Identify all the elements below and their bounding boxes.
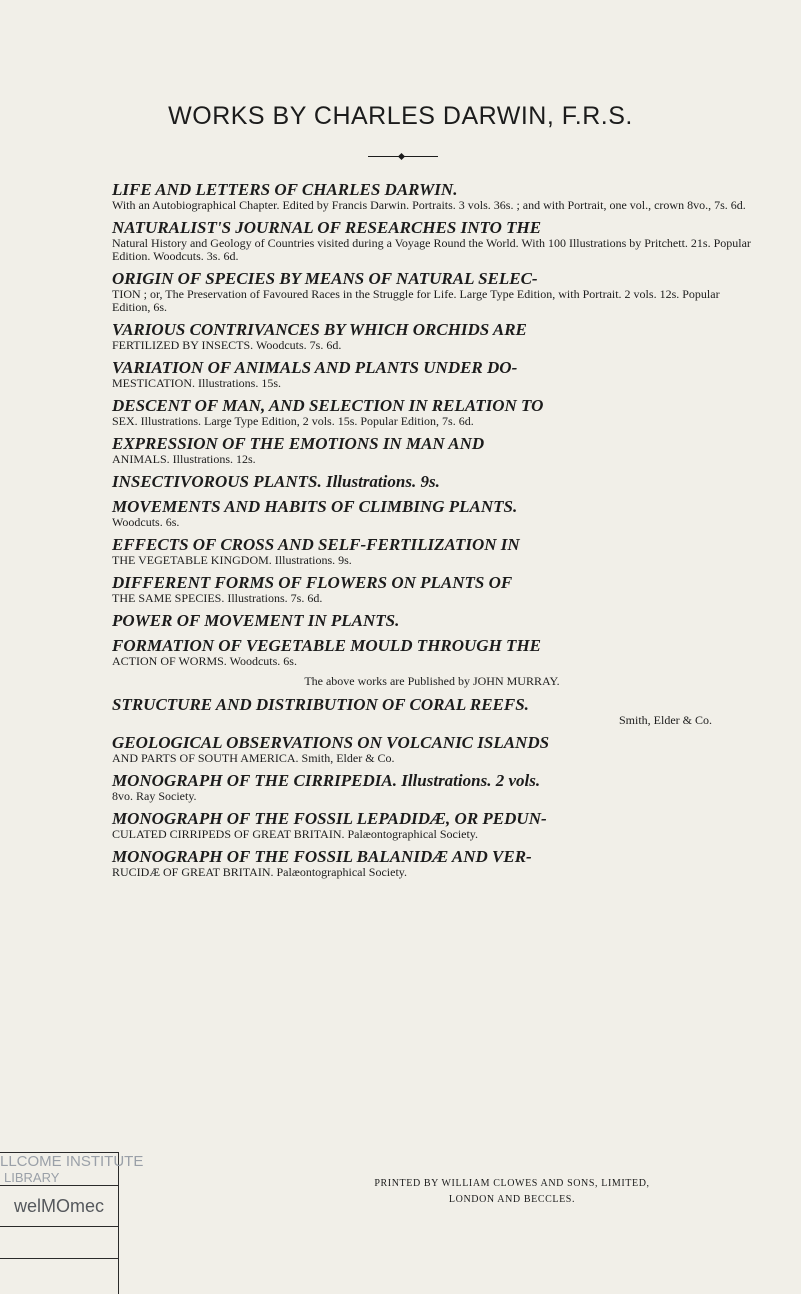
- work-details: TION ; or, The Preservation of Favoured Races in the Struggle for Life. Large Type Edition, with Portrait. 2 vols. 12s. Popular Edition, 6s.: [112, 287, 720, 314]
- work-title: STRUCTURE AND DISTRIBUTION OF CORAL REEFS.: [112, 695, 529, 714]
- list-item: [112, 180, 752, 212]
- work-title: INSECTIVOROUS PLANTS. Illustrations. 9s.: [112, 472, 440, 491]
- work-title: POWER OF MOVEMENT IN PLANTS.: [112, 611, 400, 630]
- stamp-border: [0, 1226, 118, 1227]
- printer-imprint: [302, 1176, 722, 1208]
- list-item: [112, 434, 752, 466]
- work-title: MONOGRAPH OF THE CIRRIPEDIA. Illustrations. 2 vols.: [112, 771, 541, 790]
- list-item: [112, 809, 752, 841]
- stamp-code: welMOmec: [14, 1196, 105, 1216]
- work-title: DESCENT OF MAN, AND SELECTION IN RELATION TO: [112, 396, 544, 415]
- list-item: [112, 636, 752, 668]
- work-title: GEOLOGICAL OBSERVATIONS ON VOLCANIC ISLANDS: [112, 733, 550, 752]
- stamp-border: [118, 1152, 119, 1294]
- work-title: MOVEMENTS AND HABITS OF CLIMBING PLANTS.: [112, 497, 518, 516]
- work-details: CULATED CIRRIPEDS OF GREAT BRITAIN. Palæontographical Society.: [112, 827, 479, 841]
- work-title: DIFFERENT FORMS OF FLOWERS ON PLANTS OF: [112, 573, 513, 592]
- ornamental-rule: [368, 156, 438, 157]
- list-item: [112, 269, 752, 314]
- work-details: THE SAME SPECIES. Illustrations. 7s. 6d.: [112, 591, 323, 605]
- work-details: Woodcuts. 6s.: [112, 515, 180, 529]
- works-list: [112, 180, 752, 885]
- work-details: RUCIDÆ OF GREAT BRITAIN. Palæontographical Society.: [112, 865, 408, 879]
- work-details: Natural History and Geology of Countries visited during a Voyage Round the World. With 100 Illustrations by Pritchett. 21s. Popular Edition. Woodcuts. 3s. 6d.: [112, 236, 751, 263]
- work-details: AND PARTS OF SOUTH AMERICA. Smith, Elder & Co.: [112, 751, 395, 765]
- list-item: [112, 472, 752, 491]
- work-publisher: Smith, Elder & Co.: [619, 713, 712, 727]
- stamp-border: [0, 1185, 118, 1186]
- work-details: SEX. Illustrations. Large Type Edition, 2 vols. 15s. Popular Edition, 7s. 6d.: [112, 414, 474, 428]
- work-details: With an Autobiographical Chapter. Edited by Francis Darwin. Portraits. 3 vols. 36s. ; and with Portrait, one vol., crown 8vo., 7s. 6d.: [112, 198, 746, 212]
- list-item: [112, 218, 752, 263]
- list-item: [112, 847, 752, 879]
- list-item: [112, 695, 752, 727]
- work-title: VARIOUS CONTRIVANCES BY WHICH ORCHIDS ARE: [112, 320, 527, 339]
- list-item: [112, 771, 752, 803]
- work-details: FERTILIZED BY INSECTS. Woodcuts. 7s. 6d.: [112, 338, 342, 352]
- work-details: 8vo. Ray Society.: [112, 789, 197, 803]
- work-title: ORIGIN OF SPECIES BY MEANS OF NATURAL SELEC-: [112, 269, 538, 288]
- work-details: THE VEGETABLE KINGDOM. Illustrations. 9s.: [112, 553, 352, 567]
- list-item: [112, 320, 752, 352]
- work-title: VARIATION OF ANIMALS AND PLANTS UNDER DO-: [112, 358, 518, 377]
- stamp-library: LIBRARY: [4, 1170, 60, 1185]
- work-title: NATURALIST'S JOURNAL OF RESEARCHES INTO THE: [112, 218, 542, 237]
- list-item: [112, 733, 752, 765]
- work-details: ACTION OF WORMS. Woodcuts. 6s.: [112, 654, 297, 668]
- list-item: [112, 396, 752, 428]
- list-item: [112, 611, 752, 630]
- list-item: [112, 535, 752, 567]
- list-item: [112, 497, 752, 529]
- work-title: LIFE AND LETTERS OF CHARLES DARWIN.: [112, 180, 458, 199]
- stamp-institute: LLCOME INSTITUTE: [0, 1153, 144, 1170]
- work-title: MONOGRAPH OF THE FOSSIL BALANIDÆ AND VER-: [112, 847, 532, 866]
- page-title: WORKS BY CHARLES DARWIN, F.R.S.: [168, 102, 633, 130]
- work-title: MONOGRAPH OF THE FOSSIL LEPADIDÆ, OR PEDUN-: [112, 809, 547, 828]
- stamp-border: [0, 1258, 118, 1259]
- printer-line: PRINTED BY WILLIAM CLOWES AND SONS, LIMITED,: [374, 1178, 650, 1189]
- work-details: ANIMALS. Illustrations. 12s.: [112, 452, 256, 466]
- work-details: MESTICATION. Illustrations. 15s.: [112, 376, 281, 390]
- publisher-note: The above works are Published by JOHN MURRAY.: [304, 674, 560, 688]
- work-title: EXPRESSION OF THE EMOTIONS IN MAN AND: [112, 434, 485, 453]
- list-item: [112, 573, 752, 605]
- work-title: EFFECTS OF CROSS AND SELF-FERTILIZATION IN: [112, 535, 520, 554]
- work-title: FORMATION OF VEGETABLE MOULD THROUGH THE: [112, 636, 542, 655]
- list-item: [112, 358, 752, 390]
- printer-line: LONDON AND BECCLES.: [448, 1194, 576, 1205]
